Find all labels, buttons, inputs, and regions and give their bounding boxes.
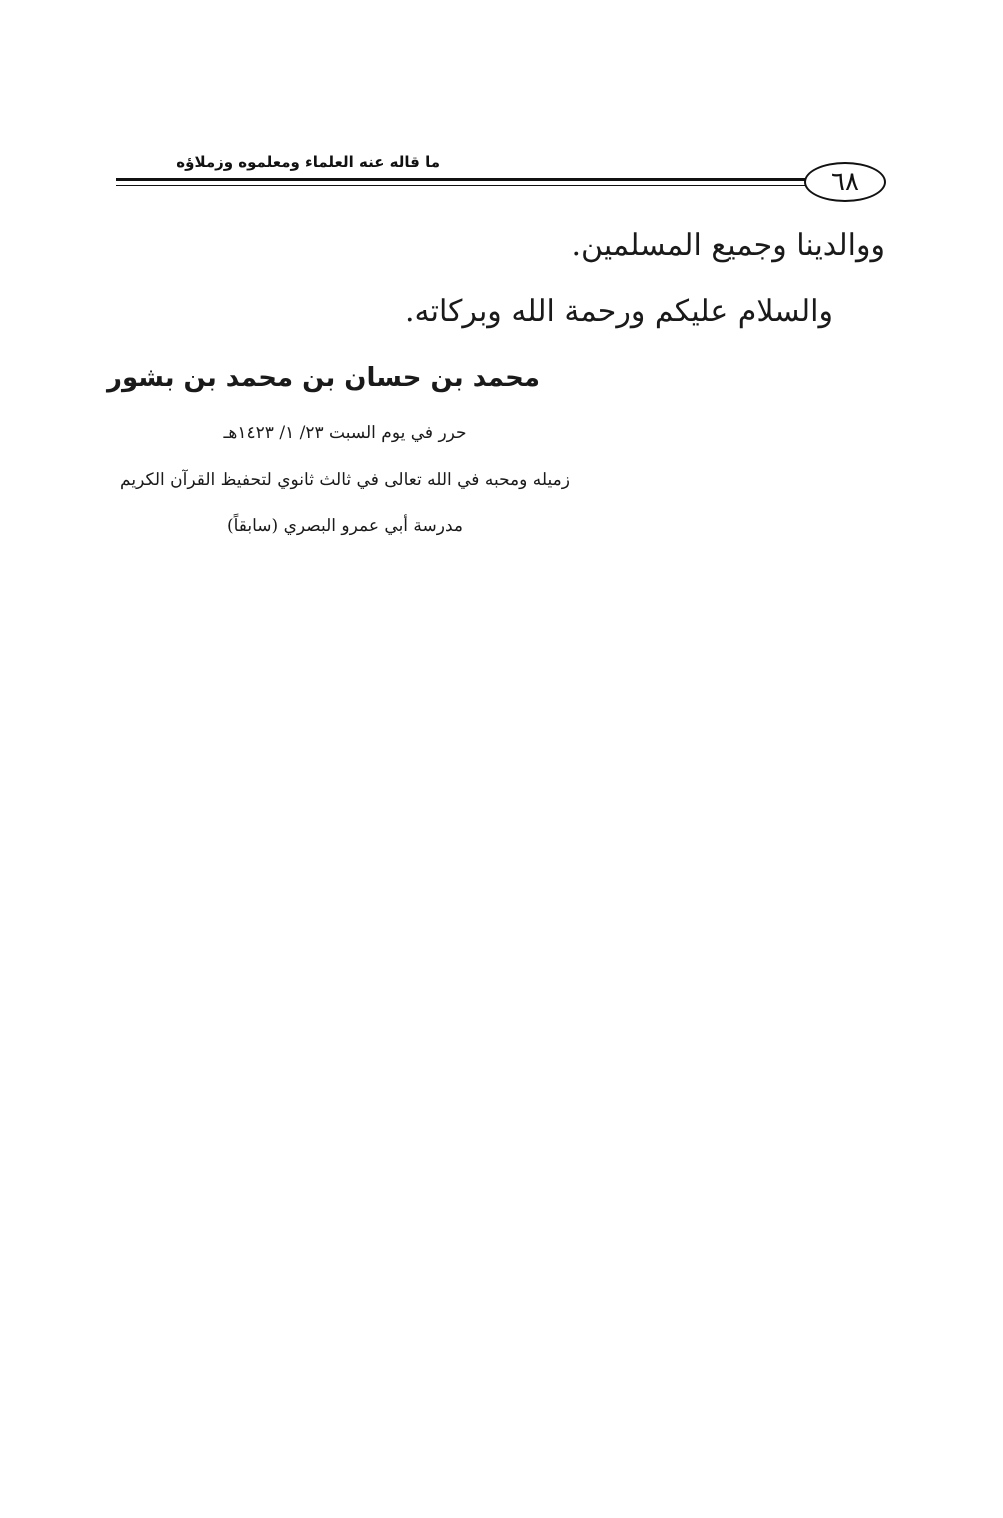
signature-relation: زميله ومحبه في الله تعالى في ثالث ثانوي لتحفيظ القرآن الكريم [120,470,570,490]
header-rule-thick [116,178,816,181]
signature-date: حرر في يوم السبت ٢٣/ ١/ ١٤٢٣هـ [223,423,467,443]
body-line: ووالدينا وجميع المسلمين. [571,228,885,263]
page-number: ٦٨ [804,162,886,202]
header-rule-thin [116,185,816,186]
signature-school: مدرسة أبي عمرو البصري (سابقاً) [226,516,464,536]
signature-name: محمد بن حسان بن محمد بن بشور [107,363,540,393]
running-title: ما قاله عنه العلماء ومعلموه وزملاؤه [176,153,440,171]
body-line: والسلام عليكم ورحمة الله وبركاته. [405,294,833,329]
